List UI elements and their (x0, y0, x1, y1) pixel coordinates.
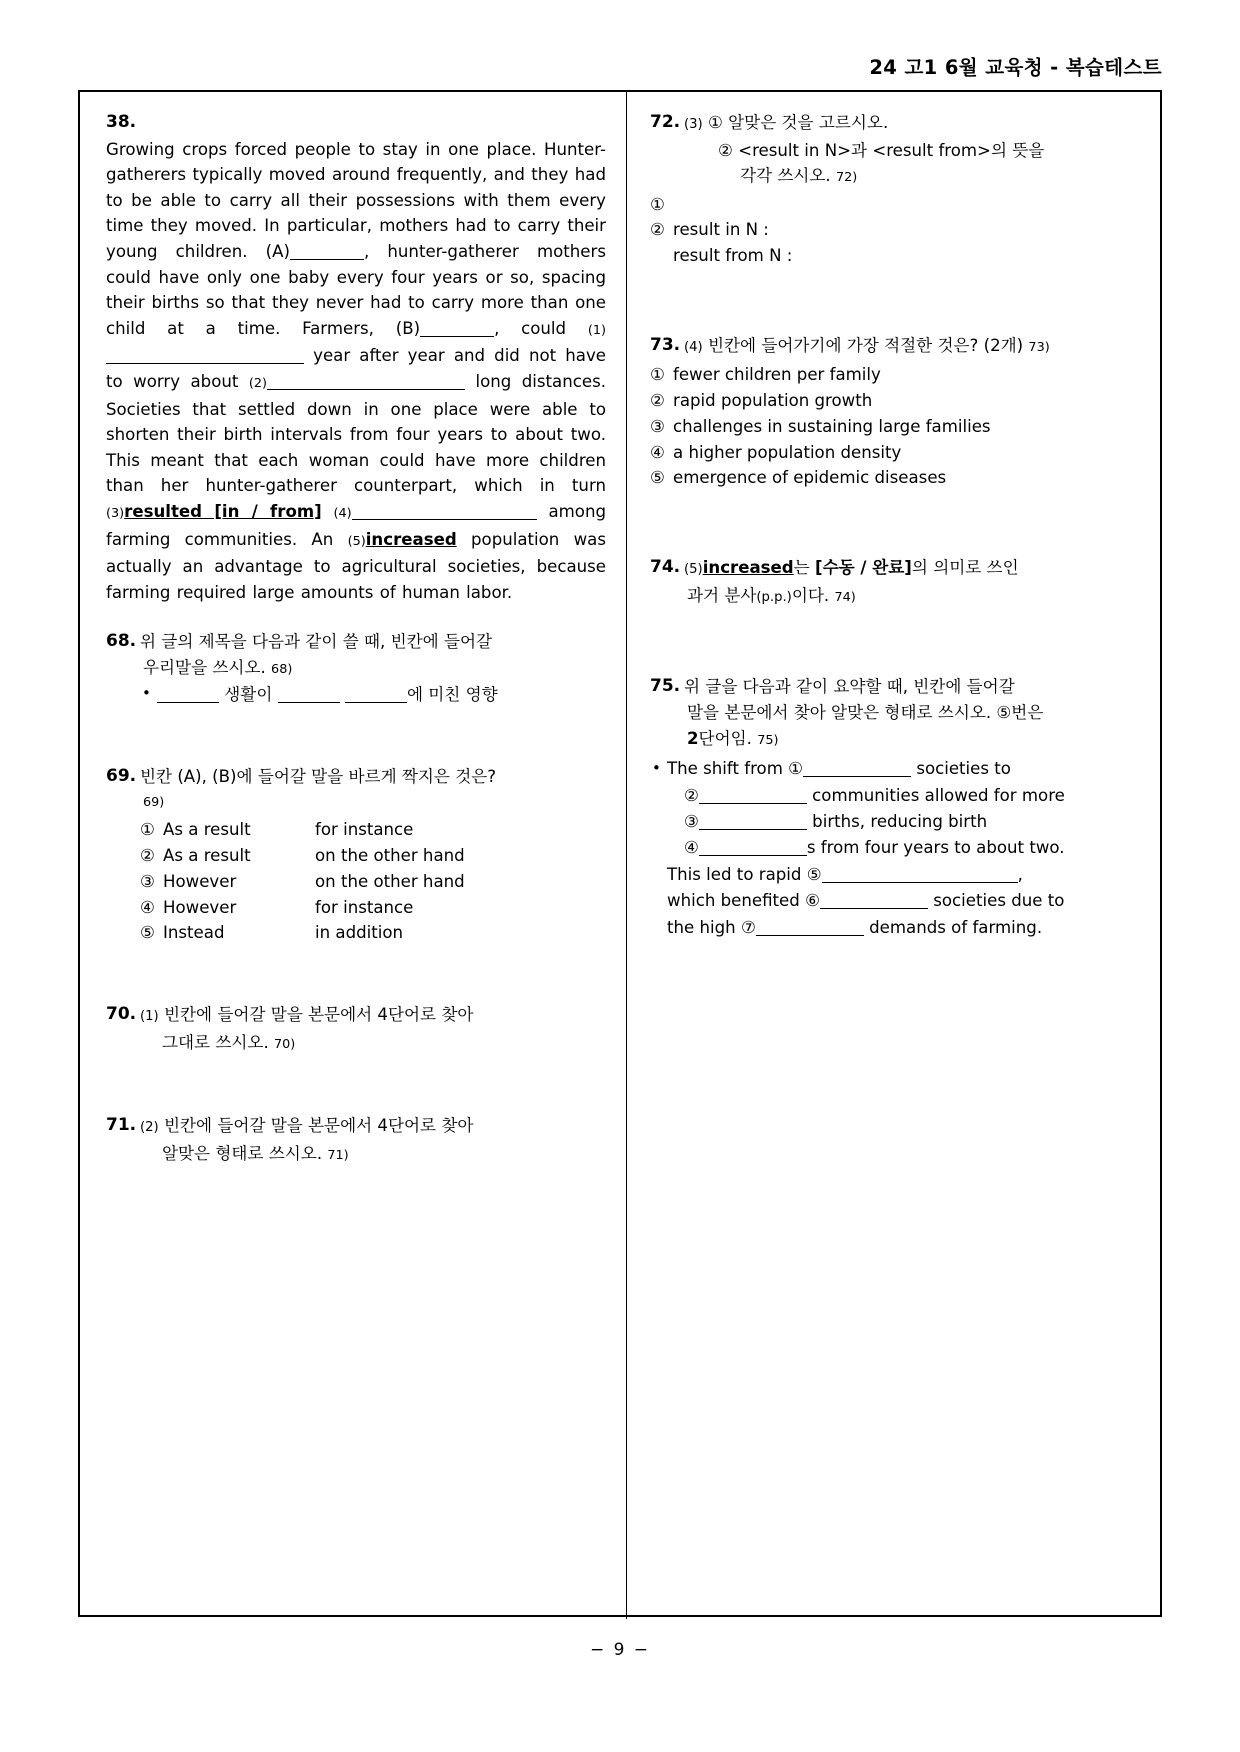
answer-row-marker: ① (650, 194, 665, 214)
choice-option[interactable] (140, 920, 606, 946)
passage-text-5: long distances. Societies that settled down in one place were able to shorten their birth intervals from four years to about two. This meant that each woman could have more children than her hunter-gatherer counterpart, which in turn (106, 371, 606, 496)
question-75-number: 75. (650, 676, 681, 697)
q68-blank-1[interactable] (157, 702, 219, 703)
reading-passage (106, 137, 606, 606)
summary-text-4: births, reducing birth (812, 811, 988, 831)
passage-text-8: population was actually an advantage to agricultural societies, because farming required large amounts of human labor. (106, 529, 606, 602)
question-73-choices (650, 362, 1136, 491)
summary-marker-6: ⑥ (805, 891, 820, 911)
page-footer: − 9 − (589, 1640, 651, 1660)
question-74-bracket: [수동 / 완료] (814, 558, 912, 578)
question-70 (106, 1002, 606, 1057)
question-74-line2-c: 이다. (791, 585, 830, 605)
question-72-item2-mark: ② (718, 140, 733, 160)
question-71-footnote: 71) (327, 1148, 349, 1164)
choice-text-a: As a result (163, 820, 251, 840)
summary-text-9: societies due to (933, 891, 1065, 911)
answer-row[interactable] (650, 243, 1136, 269)
question-73-number: 73. (650, 334, 681, 355)
summary-text-8: which benefited (667, 891, 800, 911)
summary-line-3 (667, 809, 1136, 835)
choice-marker: ④ (650, 442, 665, 462)
question-72-sub: (3) (684, 117, 703, 132)
item-3-label: (3) (106, 505, 125, 521)
choice-text-a: However (163, 897, 237, 917)
choice-marker: ④ (140, 897, 155, 917)
question-68-line2: 우리말을 쓰시오. (143, 657, 266, 677)
question-75-summary (650, 756, 1136, 941)
passage-text-7: among farming communities. An (106, 501, 606, 549)
summary-text-10: the high (667, 917, 736, 937)
question-71 (106, 1113, 606, 1168)
choice-text-b: for instance (315, 897, 414, 917)
blank-1-label: (1) (587, 322, 606, 338)
choice-option[interactable] (140, 843, 606, 869)
choice-option[interactable] (650, 414, 1136, 440)
choice-marker: ③ (650, 416, 665, 436)
question-69-footnote: 69) (143, 794, 165, 810)
page-header: 24 고1 6월 교육청 - 복습테스트 (869, 56, 1162, 79)
summary-marker-2: ② (684, 785, 699, 805)
choice-marker: ② (140, 846, 155, 866)
summary-text-11: demands of farming. (869, 917, 1043, 937)
summary-text-7: , (1017, 864, 1023, 884)
choice-option[interactable] (140, 817, 606, 843)
summary-marker-1: ① (788, 759, 804, 779)
q68-answer-tail: 에 미친 영향 (406, 685, 498, 705)
answer-row-label-2: result from N : (673, 245, 793, 265)
choice-marker: ① (140, 820, 155, 840)
question-68-footnote: 68) (271, 661, 293, 677)
summary-blank-7[interactable] (756, 935, 864, 936)
choice-option[interactable] (140, 869, 606, 895)
question-69-number: 69. (106, 766, 137, 787)
question-68 (106, 629, 606, 708)
q68-blank-3[interactable] (345, 702, 407, 703)
question-71-line1: 빈칸에 들어갈 말을 본문에서 4단어로 찾아 (163, 1116, 474, 1136)
choice-text-b: on the other hand (315, 846, 465, 866)
question-70-number: 70. (106, 1004, 137, 1025)
question-74-number: 74. (650, 557, 681, 578)
question-68-number: 68. (106, 631, 137, 652)
question-75-body (684, 674, 1136, 753)
question-73-sub: (4) (684, 339, 703, 355)
question-74-footnote: 74) (834, 589, 856, 605)
choice-text: emergence of epidemic diseases (673, 468, 947, 488)
answer-row-label: result in N : (673, 220, 769, 240)
summary-line-1 (667, 756, 1136, 782)
question-71-sub: (2) (140, 1120, 159, 1136)
question-75-line2: 말을 본문에서 찾아 알맞은 형태로 쓰시오. ⑤번은 (687, 702, 1044, 722)
question-75-line3-a: 2 (687, 728, 699, 748)
question-74-mid: 의 의미로 쓰인 (911, 558, 1019, 578)
summary-blank-2[interactable] (699, 803, 807, 804)
question-71-body (140, 1113, 606, 1168)
passage-number: 38. (106, 112, 137, 132)
blank-2-rule (267, 389, 465, 390)
bold-increased: increased (365, 529, 457, 549)
question-72-answer-area (650, 192, 1136, 269)
question-74-bold-word: increased (702, 558, 794, 578)
summary-marker-3: ③ (684, 811, 699, 831)
summary-line-4 (667, 835, 1136, 861)
choice-marker: ⑤ (650, 468, 665, 488)
question-70-sub: (1) (140, 1009, 159, 1025)
question-72-number: 72. (650, 112, 681, 132)
question-69-text: 빈칸 (A), (B)에 들어갈 말을 바르게 짝지은 것은? (140, 767, 497, 787)
question-70-footnote: 70) (274, 1036, 296, 1052)
summary-text-5: s from four years to about two. (806, 838, 1065, 858)
question-70-line1: 빈칸에 들어갈 말을 본문에서 4단어로 찾아 (163, 1005, 474, 1025)
choice-text: a higher population density (673, 442, 902, 462)
question-74-body (684, 555, 1136, 610)
choice-text-b: for instance (315, 820, 414, 840)
choice-option[interactable] (650, 465, 1136, 491)
bold-resulted-in-from: resulted [in / from] (124, 501, 322, 521)
question-74-after-word: 는 (793, 558, 810, 578)
blank-4-rule (352, 519, 537, 520)
question-73-body (684, 333, 1136, 361)
choice-text: rapid population growth (673, 390, 873, 410)
question-71-line2: 알맞은 형태로 쓰시오. (162, 1144, 323, 1164)
question-68-line1: 위 글의 제목을 다음과 같이 쓸 때, 빈칸에 들어갈 (140, 632, 493, 652)
question-72-item2-line2: 각각 쓰시오. (740, 166, 831, 186)
question-74-line2-a: 과거 분사 (687, 585, 757, 605)
right-column (650, 110, 1136, 941)
question-72-footnote: 72) (835, 170, 858, 186)
question-69 (106, 764, 606, 946)
question-74-sub: (5) (684, 562, 703, 578)
blank-b-label: (B) (395, 318, 421, 338)
choice-text-a: Instead (163, 923, 225, 943)
question-71-number: 71. (106, 1115, 137, 1136)
choice-text: fewer children per family (673, 365, 881, 385)
question-73 (650, 333, 1136, 361)
question-72-body (684, 110, 1136, 191)
blank-a-label: (A) (265, 241, 290, 261)
choice-marker: ⑤ (140, 923, 155, 943)
choice-text-b: on the other hand (315, 871, 465, 891)
answer-row-marker: ② (650, 220, 665, 240)
choice-marker: ① (650, 365, 665, 385)
question-72-item1-mark: ① (707, 113, 723, 132)
choice-marker: ② (650, 390, 665, 410)
question-74-line2-b: (p.p.) (756, 589, 792, 605)
choice-text-a: As a result (163, 846, 251, 866)
choice-text-a: However (163, 871, 237, 891)
answer-row[interactable] (650, 217, 1136, 243)
choice-option[interactable] (650, 388, 1136, 414)
question-72-item2-line1: <result in N>과 <result from>의 뜻을 (738, 140, 1045, 160)
summary-marker-5: ⑤ (806, 864, 822, 884)
content-frame (78, 90, 1162, 1617)
summary-blank-1[interactable] (803, 776, 911, 777)
summary-marker-4: ④ (684, 838, 699, 858)
choice-option[interactable] (650, 440, 1136, 466)
passage-text-6 (322, 502, 334, 521)
summary-marker-7: ⑦ (740, 917, 756, 937)
blank-a-rule (290, 259, 364, 260)
blank-4-label: (4) (333, 505, 352, 521)
choice-text: challenges in sustaining large families (673, 416, 991, 436)
summary-line-7 (667, 915, 1136, 941)
question-75 (650, 674, 1136, 753)
summary-line-2 (667, 783, 1136, 809)
summary-line-5 (667, 862, 1136, 888)
choice-marker: ③ (140, 871, 155, 891)
question-74 (650, 555, 1136, 610)
column-divider (626, 92, 627, 1619)
question-75-footnote: 75) (757, 732, 779, 748)
summary-blank-3[interactable] (699, 829, 807, 830)
question-68-answer-line (140, 682, 606, 708)
question-68-body (140, 629, 606, 682)
choice-option[interactable] (140, 895, 606, 921)
q68-blank-2[interactable] (278, 702, 340, 703)
question-75-line1: 위 글을 다음과 같이 요약할 때, 빈칸에 들어갈 (684, 677, 1015, 697)
summary-text-1: The shift from (667, 759, 783, 779)
passage-text-3: , could (494, 318, 588, 338)
summary-text-6: This led to rapid (667, 864, 802, 884)
passage-text-4: year after year and did not have to worry about (106, 346, 606, 391)
question-72-item1-text: 알맞은 것을 고르시오. (728, 113, 889, 132)
question-73-footnote: 73) (1028, 339, 1050, 355)
question-75-line3-b: 단어임. (698, 728, 752, 748)
blank-1-rule (106, 363, 304, 364)
answer-row[interactable] (650, 192, 1136, 218)
choice-text-b: in addition (315, 923, 404, 943)
question-70-body (140, 1002, 606, 1057)
summary-blank-6[interactable] (820, 908, 928, 909)
left-column (106, 110, 606, 1169)
passage-text-2: , hunter-gatherer mothers could have only one baby every four years or so, spacing their births so that they never had to carry more than one child at a time. Farmers, (106, 241, 606, 338)
question-70-line2: 그대로 쓰시오. (162, 1032, 269, 1052)
summary-text-2: societies to (916, 759, 1011, 779)
item-5-label: (5) (347, 533, 366, 549)
q68-answer-mid: 생활이 (224, 685, 273, 705)
summary-blank-4[interactable] (699, 855, 807, 856)
question-72 (650, 110, 1136, 191)
question-69-choices (140, 817, 606, 946)
question-73-text: 빈칸에 들어가기에 가장 적절한 것은? (2개) (707, 335, 1024, 355)
summary-blank-5[interactable] (822, 882, 1018, 883)
blank-b-rule (420, 336, 494, 337)
question-69-body (140, 764, 606, 815)
summary-line-6 (667, 888, 1136, 914)
choice-option[interactable] (650, 362, 1136, 388)
passage-text-1: Growing crops forced people to stay in one place. Hunter-gatherers typically moved around frequently, and they had to be able to carry all their possessions with them every time they moved. In particular, mothers had to carry their young children. (106, 139, 606, 261)
blank-2-label: (2) (248, 375, 267, 391)
summary-text-3: communities allowed for more (812, 785, 1065, 805)
